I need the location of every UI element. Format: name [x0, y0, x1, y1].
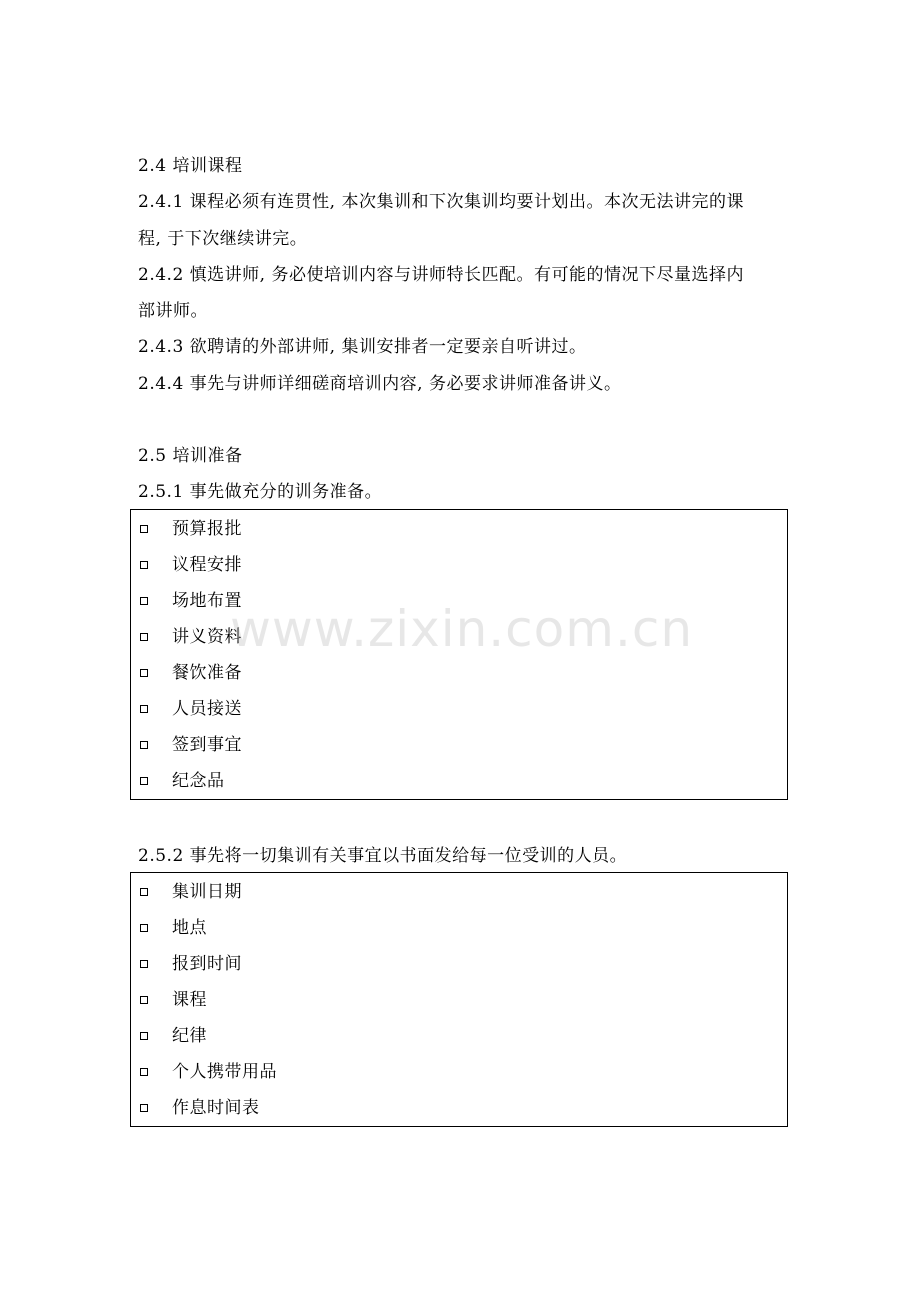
checklist-item-label: 餐饮准备: [172, 663, 242, 683]
section-heading-2-4: 2.4 培训课程: [138, 156, 243, 176]
checklist-item: [131, 982, 787, 1018]
checklist-item: [131, 655, 787, 691]
checklist-item: [131, 946, 787, 982]
checkbox-icon: [140, 1104, 148, 1112]
checklist-item: [131, 763, 787, 799]
checkbox-icon: [140, 561, 148, 569]
checkbox-icon: [140, 1068, 148, 1076]
checklist-item-label: 预算报批: [172, 519, 242, 539]
checklist-item: [131, 874, 787, 910]
paragraph-2-4-3: 2.4.3 欲聘请的外部讲师, 集训安排者一定要亲自听讲过。: [138, 337, 587, 357]
paragraph-2-5-2: 2.5.2 事先将一切集训有关事宜以书面发给每一位受训的人员。: [138, 846, 628, 866]
paragraph-2-4-2-line1: 2.4.2 慎选讲师, 务必使培训内容与讲师特长匹配。有可能的情况下尽量选择内: [138, 265, 744, 285]
checklist-box-notice: [130, 872, 788, 1127]
checkbox-icon: [140, 705, 148, 713]
checklist-item: [131, 727, 787, 763]
checklist-item: [131, 1018, 787, 1054]
checklist-item-label: 场地布置: [172, 591, 242, 611]
checklist-item: [131, 691, 787, 727]
checklist-item-label: 课程: [172, 990, 207, 1010]
paragraph-2-4-1-line1: 2.4.1 课程必须有连贯性, 本次集训和下次集训均要计划出。本次无法讲完的课: [138, 192, 744, 212]
checklist-item-label: 个人携带用品: [172, 1062, 277, 1082]
checklist-item-label: 纪律: [172, 1026, 207, 1046]
checkbox-icon: [140, 597, 148, 605]
checklist-item-label: 人员接送: [172, 699, 242, 719]
checkbox-icon: [140, 888, 148, 896]
checklist-item: [131, 547, 787, 583]
checklist-item-label: 签到事宜: [172, 735, 242, 755]
paragraph-2-5-1: 2.5.1 事先做充分的训务准备。: [138, 482, 383, 502]
checkbox-icon: [140, 669, 148, 677]
checkbox-icon: [140, 996, 148, 1004]
checklist-item: [131, 1054, 787, 1090]
checkbox-icon: [140, 741, 148, 749]
checklist-item-label: 地点: [172, 918, 207, 938]
checkbox-icon: [140, 960, 148, 968]
checklist-item-label: 纪念品: [172, 771, 225, 791]
checkbox-icon: [140, 777, 148, 785]
checklist-item-label: 议程安排: [172, 555, 242, 575]
checkbox-icon: [140, 525, 148, 533]
checklist-item-label: 作息时间表: [172, 1098, 260, 1118]
section-heading-2-5: 2.5 培训准备: [138, 446, 243, 466]
checkbox-icon: [140, 633, 148, 641]
checkbox-icon: [140, 924, 148, 932]
checkbox-icon: [140, 1032, 148, 1040]
paragraph-2-4-2-line2: 部讲师。: [138, 301, 208, 321]
paragraph-2-4-4: 2.4.4 事先与讲师详细磋商培训内容, 务必要求讲师准备讲义。: [138, 374, 622, 394]
checklist-item: [131, 1090, 787, 1126]
checklist-item: [131, 511, 787, 547]
watermark: www.zixin.com.cn: [230, 600, 694, 658]
checklist-item: [131, 910, 787, 946]
checklist-item-label: 报到时间: [172, 954, 242, 974]
checklist-item-label: 讲义资料: [172, 627, 242, 647]
checklist-item-label: 集训日期: [172, 882, 242, 902]
paragraph-2-4-1-line2: 程, 于下次继续讲完。: [138, 229, 308, 249]
